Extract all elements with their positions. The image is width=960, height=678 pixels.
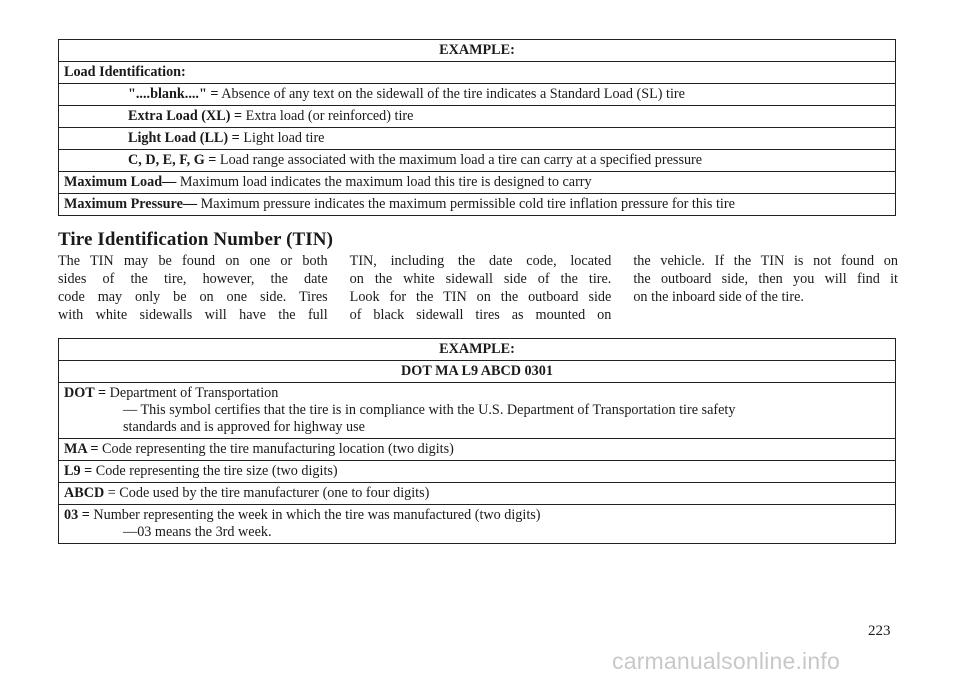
load-term: C, D, E, F, G = [128,152,217,168]
load-table-header: EXAMPLE: [59,40,896,62]
load-term: Extra Load (XL) = [128,108,243,124]
week-desc: Number representing the week in which the tire was manufactured (two digits) [93,507,541,523]
tin-example-code: DOT MA L9 ABCD 0301 [59,361,896,383]
load-row-blank [59,84,896,106]
ma-row [59,439,896,461]
max-load-row [59,172,896,194]
tin-example-table [58,338,896,544]
dot-row [59,383,896,439]
dot-note-line: — This symbol certifies that the tire is in compliance with the U.S. Department of Transportation tire safety [123,402,736,418]
load-identification-label: Load Identification: [59,62,896,84]
ma-desc: Code representing the tire manufacturing location (two digits) [102,441,454,457]
text-line: on the white sidewall side of the tire. [349,271,612,287]
dot-note [64,402,890,436]
load-identification-table [58,39,896,216]
max-pressure-desc: Maximum pressure indicates the maximum permissible cold tire inflation pressure for this tire [200,196,735,212]
tin-body-text [58,252,898,324]
text-line: The TIN may be found on one or both [58,253,328,269]
text-line: TIN, including the date code, located [349,253,612,269]
load-desc: Light load tire [243,130,325,146]
load-row-ll [59,128,896,150]
max-load-term: Maximum Load— [64,174,177,190]
week-note: —03 means the 3rd week. [123,524,272,540]
l9-term: L9 = [64,463,93,479]
week-term: 03 = [64,507,90,523]
abcd-row [59,483,896,505]
load-term: Light Load (LL) = [128,130,240,146]
abcd-term: ABCD [64,485,105,501]
text-column-1 [58,252,328,324]
text-line: Look for the TIN on the outboard side [349,289,612,305]
page-number: 223 [868,623,891,639]
max-pressure-term: Maximum Pressure— [64,196,198,212]
text-column-3 [633,252,898,324]
load-desc: Absence of any text on the sidewall of the tire indicates a Standard Load (SL) tire [221,86,685,102]
dot-desc: Department of Transportation [109,385,279,401]
load-row-xl [59,106,896,128]
max-pressure-row [59,194,896,216]
text-column-2 [350,252,612,324]
max-load-desc: Maximum load indicates the maximum load this tire is designed to carry [179,174,592,190]
section-title: Tire Identification Number (TIN) [58,229,334,250]
week-row [59,505,896,544]
text-line: with white sidewalls will have the full [58,307,328,323]
text-line: code may only be on one side. Tires [58,289,328,305]
text-line: sides of the tire, however, the date [58,271,328,287]
tin-table-header: EXAMPLE: [59,339,896,361]
load-row-range [59,150,896,172]
ma-term: MA = [64,441,99,457]
watermark: carmanualsonline.info [612,648,840,674]
text-line: on the inboard side of the tire. [633,289,804,305]
text-line: the vehicle. If the TIN is not found on [633,253,898,269]
load-term: "....blank...." = [128,86,219,102]
dot-term: DOT = [64,385,107,401]
load-desc: Load range associated with the maximum load a tire can carry at a specified pressure [219,152,703,168]
l9-row [59,461,896,483]
l9-desc: Code representing the tire size (two digits) [95,463,338,479]
load-desc: Extra load (or reinforced) tire [245,108,414,124]
dot-note-line: standards and is approved for highway use [123,419,365,435]
text-line: of black sidewall tires as mounted on [349,307,612,323]
text-line: the outboard side, then you will find it [633,271,898,287]
abcd-desc: = Code used by the tire manufacturer (one to four digits) [107,485,430,501]
